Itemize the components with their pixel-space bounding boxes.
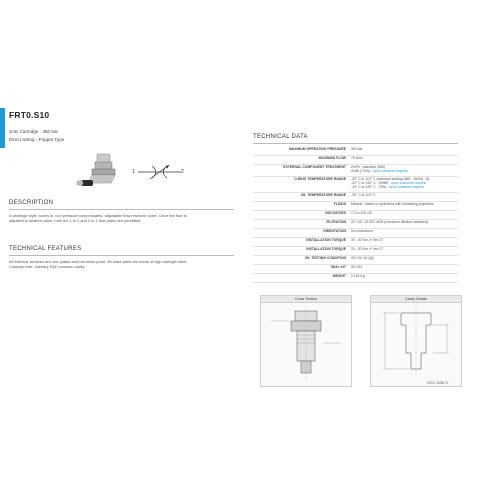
- features-text: All external surfaces are zinc plated and corrosion-proof. All valve parts are made of high strength steel. Compact size. Industry SAE common cavity.: [9, 259, 188, 270]
- cavity-details-title: Cavity Details: [371, 296, 461, 303]
- description-text: A cartridge style, screw in, non pressure compensated, adjustable flow restrictor valve. Once the flow is adjusted to desired value, both the 1 to 2 and 2 to 1 flow paths are permitted.: [9, 213, 187, 224]
- table-row: VISCOSITIES 7.4 to 420 cSt: [253, 211, 458, 220]
- table-row: EXTERNAL COMPONENT TREATMENT Zn/Fe - standard (Wht) Zn/Ni (720h) - upon customer request: [253, 165, 458, 177]
- table-row: FLUIDS Mineral - based or synthetics with lubricating properties: [253, 202, 458, 211]
- table-row: OIL TESTING CONDITION ISO VG 46 (@): [253, 256, 458, 265]
- features-title: TECHNICAL FEATURES: [9, 246, 82, 252]
- cartridge-image: [75, 150, 130, 195]
- cavity-details-figure: [370, 295, 462, 387]
- table-row: WEIGHT 0,154 Kg: [253, 274, 458, 283]
- port-2-label: 2: [181, 169, 184, 175]
- product-subtitle-type: Direct acting - Poppet Type: [9, 137, 65, 142]
- product-subtitle-pressure: SAE Cartridge - 350 bar: [9, 129, 59, 134]
- cavity-details-drawing: [371, 303, 461, 387]
- table-row: SEAL KIT SK.032: [253, 265, 458, 274]
- technical-data-table: [253, 147, 458, 283]
- cross-section-figure: [260, 295, 352, 387]
- cross-section-title: Cross Section: [261, 296, 351, 303]
- table-row: MAXIMUM FLOW 70 l/min: [253, 156, 458, 165]
- table-row: MAXIMUM OPERATING PRESSURE 350 bar: [253, 147, 458, 156]
- table-row: ORIENTATION No restrictions: [253, 229, 458, 238]
- product-code: FRT0.S10: [9, 110, 50, 120]
- description-title: DESCRIPTION: [9, 200, 54, 206]
- cavity-code-label: SCC.SAE.C: [427, 380, 449, 385]
- description-divider: [9, 209, 234, 210]
- table-row: INSTALLATION TORQUE 15 - 20 Nm ✔ Hex 17: [253, 247, 458, 256]
- flow-restrictor-symbol: [132, 162, 187, 182]
- port-1-label: 1: [132, 169, 135, 175]
- table-row: FILTRATION 20 / 18 / 15 ISO 4406 (maximum filtration admitted): [253, 220, 458, 229]
- cross-section-drawing: [261, 303, 351, 387]
- table-row: O-RING TEMPERATURE RANGE -30° C to 110° C (standard sealing NBR - BUNA - N) -20° C to 140° C - HNBR - upon customer request -20° C to 225° C - FKM - upon customer request: [253, 177, 458, 193]
- technical-data-divider: [253, 143, 458, 144]
- technical-data-title: TECHNICAL DATA: [253, 134, 308, 140]
- table-row: INSTALLATION TORQUE 35 - 40 Nm ✔ Hex 27: [253, 238, 458, 247]
- table-row: OIL TEMPERATURE RANGE -30° C to 110° C: [253, 193, 458, 202]
- accent-bar: [0, 108, 5, 148]
- features-divider: [9, 255, 234, 256]
